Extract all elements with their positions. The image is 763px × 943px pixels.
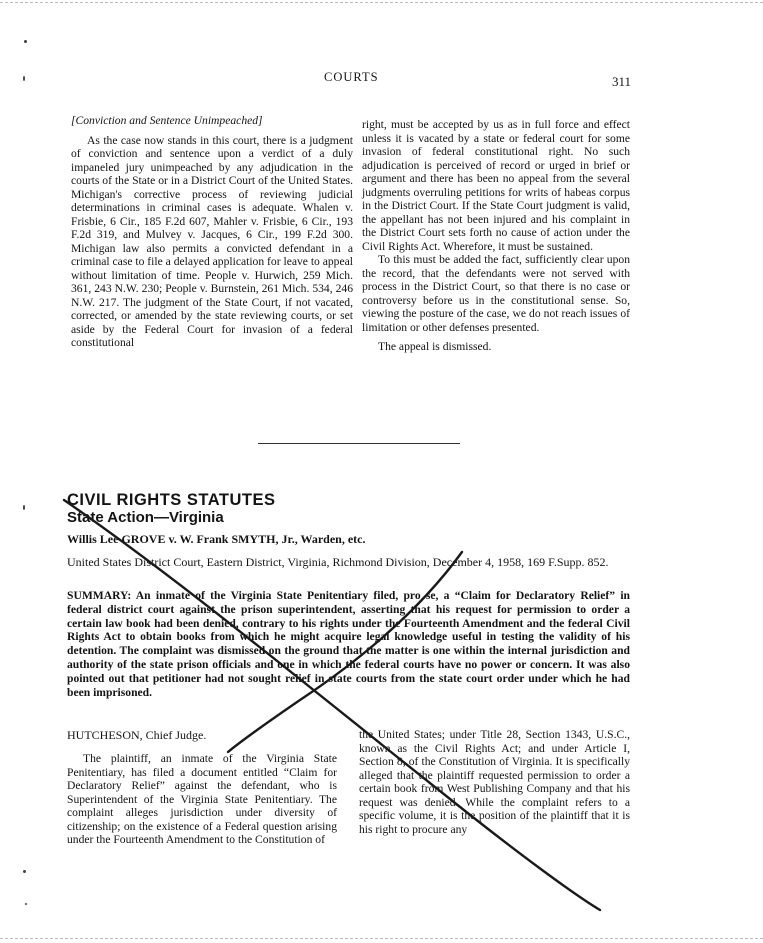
case-parties: Willis Lee GROVE v. W. Frank SMYTH, Jr., Warden, etc.: [67, 532, 366, 546]
body-paragraph: right, must be accepted by us as in full force and effect unless it is vacated by a state or federal court for some invasion of federal constitutional right. No such adjudication is perceived of record or urged in brief or argument and there has been no appeal from the several judgments overruling petitions for writs of habeas corpus in the District Court. If the State Court judgment is valid, the appellant has not been injured and his complaint in the District Court sets forth no cause of action under the Civil Rights Act. Wherefore, it must be sustained.: [362, 118, 630, 253]
disposition-paragraph: The appeal is dismissed.: [378, 340, 492, 353]
section-caption: [Conviction and Sentence Unimpeached]: [71, 114, 263, 127]
page-number: 311: [612, 74, 632, 89]
body-paragraph: To this must be added the fact, sufficiently clear upon the record, that the defendants were not served with process in the District Court, so that there is no case or controversy before us in the constitutional sense. So, viewing the posture of the case, we do not reach issues of limitation or other defenses presented.: [362, 253, 630, 334]
body-paragraph: As the case now stands in this court, there is a judgment of conviction and sentence upon a verdict of a duly impaneled jury unimpeached by any adjudication in the courts of the State or in a District Court of the United States. Michigan's corrective process of reviewing judicial determinations in criminal cases is adequate. Whalen v. Frisbie, 6 Cir., 185 F.2d 607, Mahler v. Frisbie, 6 Cir., 193 F.2d 319, and Mulvey v. Jacques, 6 Cir., 199 F.2d 300. Michigan law also permits a convicted defendant in a criminal case to file a delayed application for leave to appeal without limitation of time. People v. Hurwich, 259 Mich. 361, 243 N.W. 230; People v. Burnstein, 261 Mich. 534, 246 N.W. 217. The judgment of the State Court, if not vacated, corrected, or amended by the state reviewing courts, or set aside by the Federal Court for invasion of a federal constitutional: [71, 133, 353, 349]
running-title: COURTS: [324, 70, 379, 84]
body-paragraph: The plaintiff, an inmate of the Virginia State Penitentiary, has filed a document entitled “Claim for Declaratory Relief” against the defendant, who is Superintendent of the Virginia State Penitentiary. The complaint alleges jurisdiction under diversity of citizenship; on the existence of a Federal question arising under the Fourteenth Amendment to the Constitution of: [67, 752, 337, 846]
case-heading: CIVIL RIGHTS STATUTES: [67, 491, 276, 509]
case-citation: United States District Court, Eastern District, Virginia, Richmond Division, December 4, 1958, 169 F.Supp. 852.: [67, 555, 609, 569]
judge-line: HUTCHESON, Chief Judge.: [67, 728, 207, 742]
case-summary: SUMMARY: An inmate of the Virginia State Penitentiary filed, pro se, a “Claim for Declaratory Relief” in federal district court against the prison superintendent, asserting that his request for permission to order a certain law book had been denied, contrary to his rights under the Fourteenth Amendment and the federal Civil Rights Act to obtain books from which he might acquire legal knowledge useful in testing the validity of his detention. The complaint was dismissed on the ground that the matter is one within the internal jurisdiction and authority of the state prison officials and one in which the federal courts have no power or concern. It was also pointed out that petitioner had not sought relief in state courts from the state court order under which he had been imprisoned.: [67, 589, 630, 699]
case-subheading: State Action—Virginia: [67, 509, 224, 526]
body-paragraph: the United States; under Title 28, Section 1343, U.S.C., known as the Civil Rights Act; and under Article I, Section 8, of the Constitution of Virginia. It is specifically alleged that the plaintiff requested permission to order a certain book from West Publishing Company and that his request was denied. While the complaint refers to a specific volume, it is the position of the plaintiff that it is his right to procure any: [359, 728, 630, 836]
